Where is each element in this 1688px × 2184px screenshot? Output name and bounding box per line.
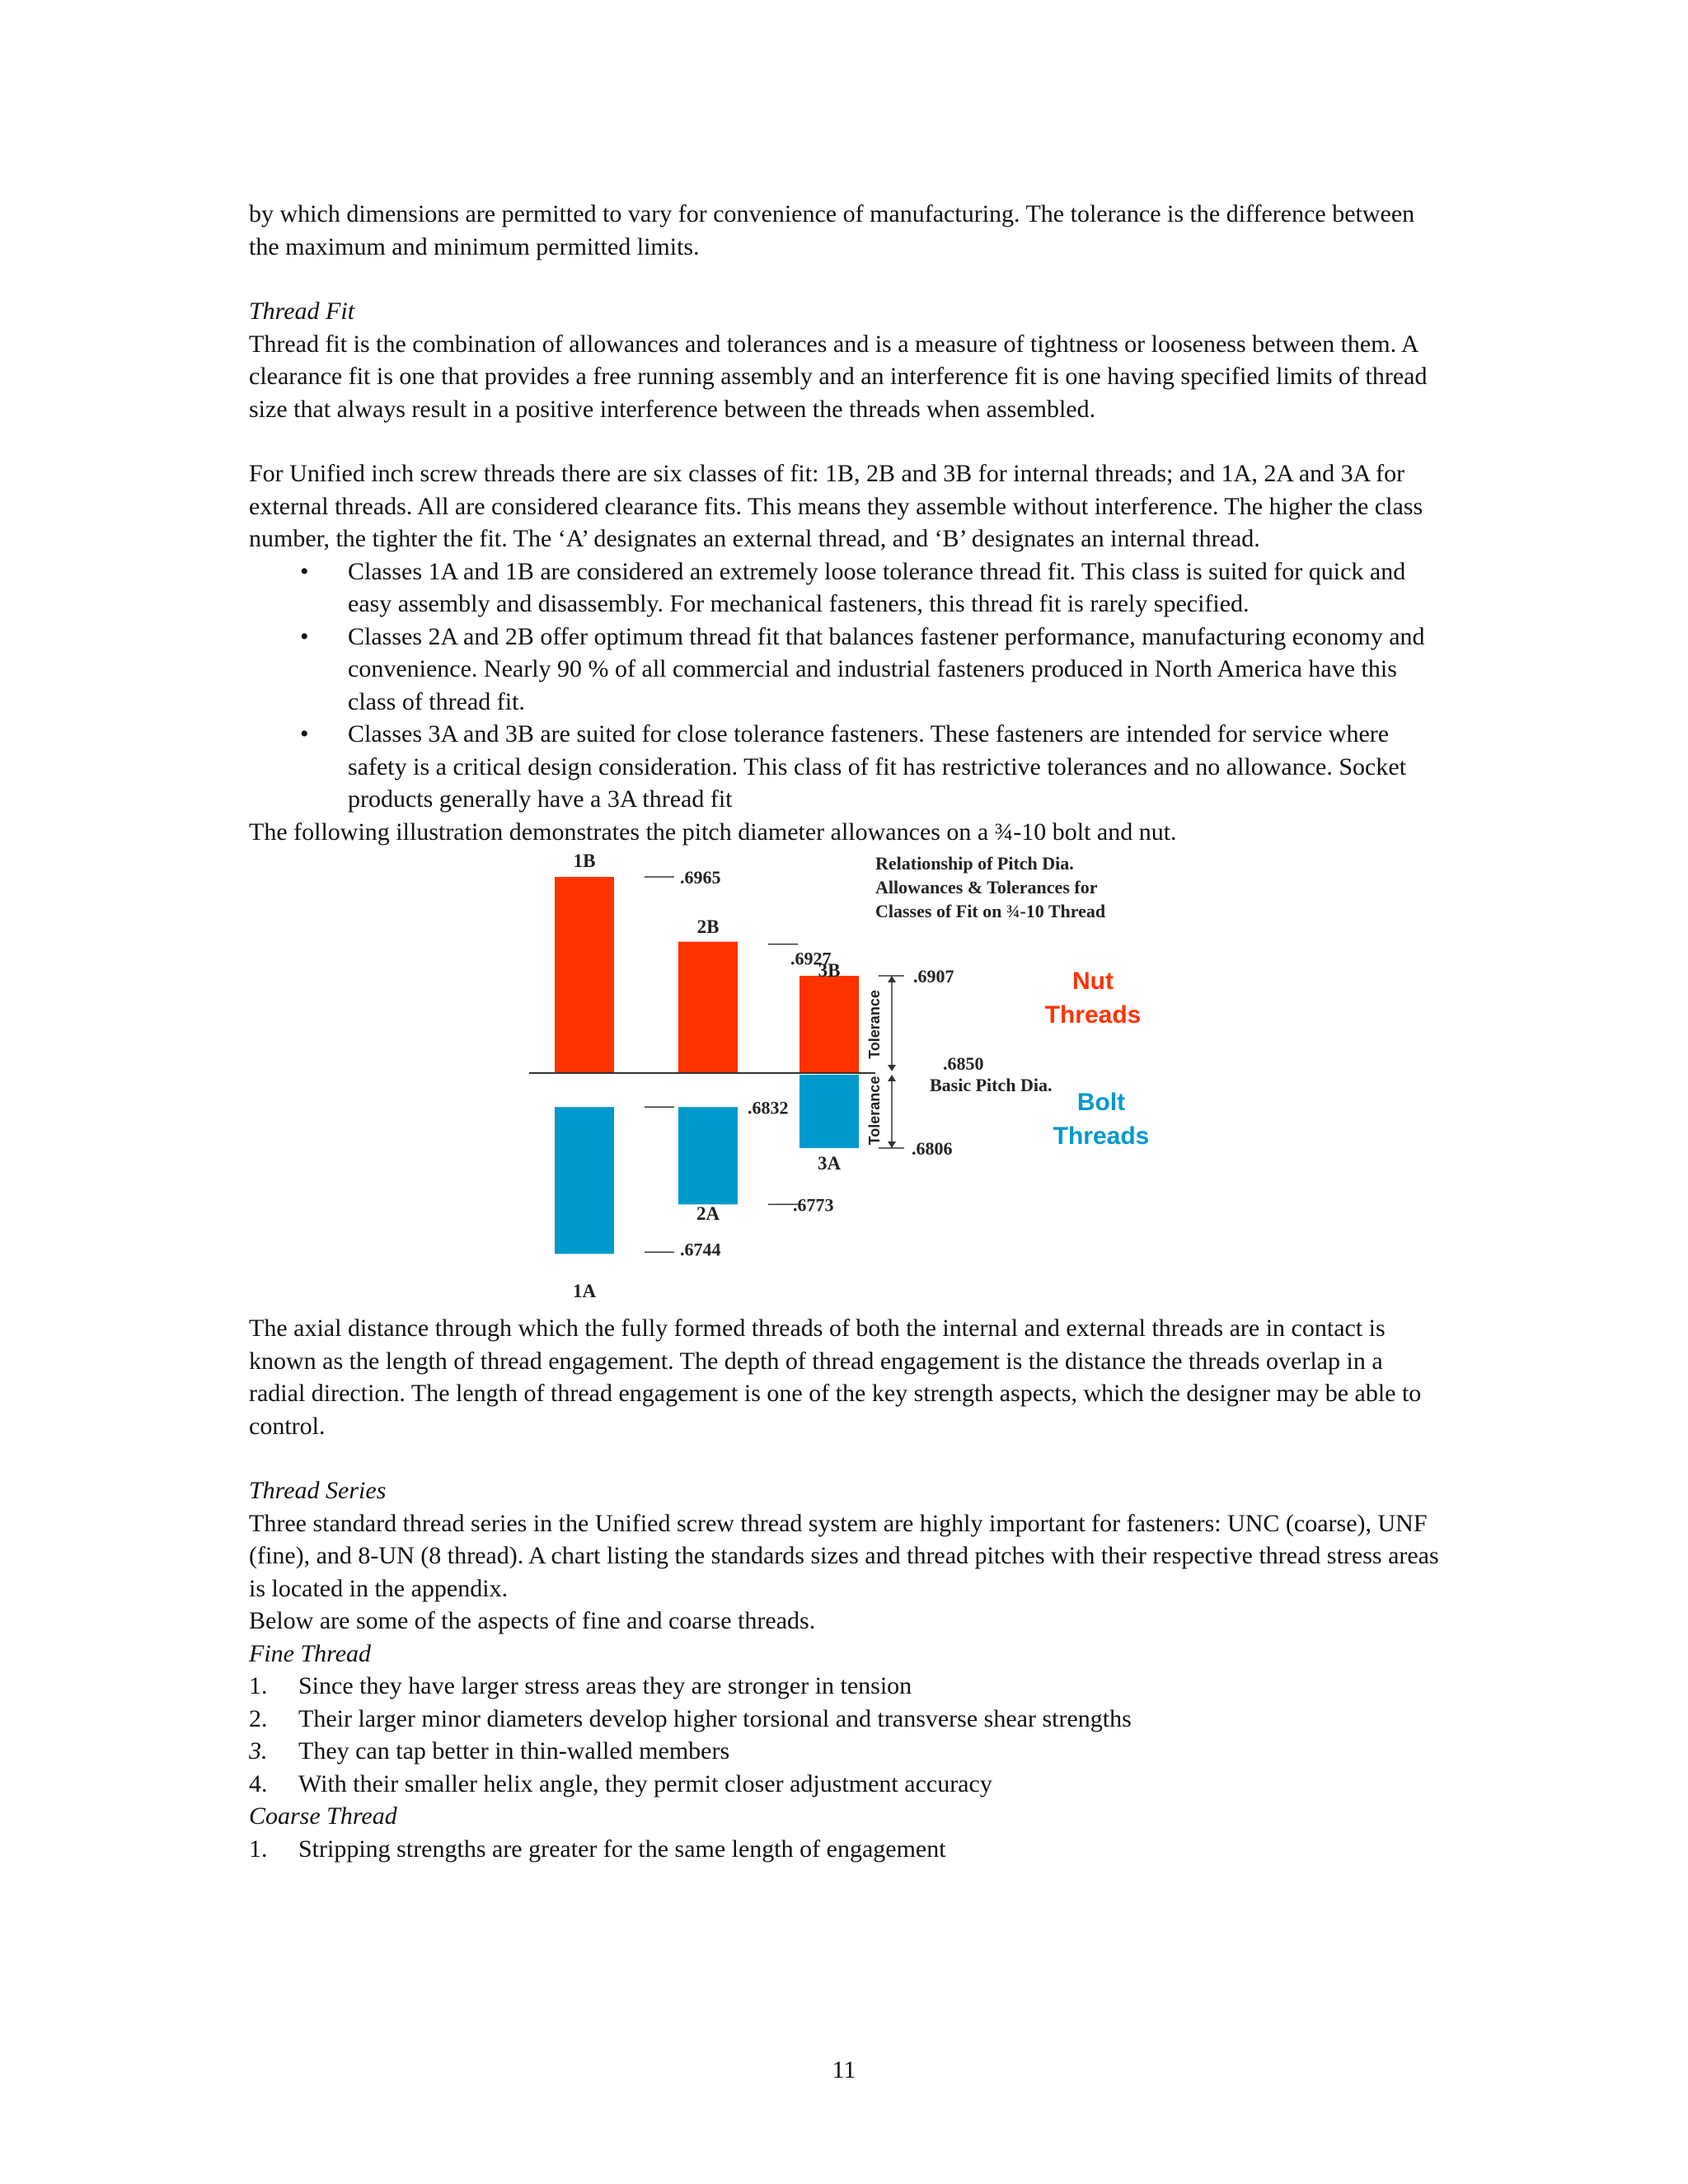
legend-bolt-line2: Threads (1053, 1122, 1150, 1150)
bullet-symbol: • (300, 557, 309, 585)
bullet-text: Classes 2A and 2B offer optimum thread fit that balances fastener performance, manufacturing economy and convenience. Nearly 90 % of all commercial and industrial fasteners produced in North America have this class of thread fit. (348, 622, 1425, 715)
classes-bullet-list (249, 555, 1444, 816)
class-label-1a: 1A (572, 1281, 597, 1301)
tolerance-label-3a: Tolerance (866, 1076, 883, 1146)
thread-series-heading: Thread Series (249, 1477, 387, 1504)
bullet-item (249, 621, 1444, 719)
aspects-line: Below are some of the aspects of fine and coarse threads. (249, 1607, 816, 1634)
chart-title-line: Relationship of Pitch Dia. (875, 853, 1074, 874)
tolerance-arrow-3b-top (888, 976, 896, 982)
chart-title-line: Allowances & Tolerances for (875, 877, 1098, 898)
chart-title-line: Classes of Fit on ¾-10 Thread (875, 901, 1106, 921)
value-label-6806: .6806 (912, 1138, 953, 1160)
value-label-6773: .6773 (793, 1194, 834, 1216)
tolerance-arrow-3b (888, 1065, 896, 1071)
bullet-symbol: • (300, 622, 309, 650)
legend-bolt-line1: Bolt (1076, 1089, 1126, 1116)
coarse-thread-list (249, 1833, 1444, 1866)
thread-series-paragraph: Three standard thread series in the Unified screw thread system are highly important for fasteners: UNC (coarse), UNF (fine), and 8-UN (8 thread). A chart listing the standards sizes and thread pitches with their respective thread stress areas is located in the appendix. (249, 1509, 1439, 1602)
nut-bar-2b (678, 942, 738, 1073)
value-label-6907: .6907 (913, 966, 954, 987)
value-label-6850: .6850 (943, 1053, 984, 1074)
intro-paragraph: by which dimensions are permitted to vary for convenience of manufacturing. The tolerance is the difference between the maximum and minimum permitted limits. (249, 200, 1415, 260)
list-number: 3. (249, 1737, 268, 1765)
basic-pitch-label: Basic Pitch Dia. (930, 1075, 1053, 1095)
value-label-6965: .6965 (680, 867, 721, 888)
engagement-paragraph: The axial distance through which the fully formed threads of both the internal and external threads are in contact is known as the length of thread engagement. The depth of thread engagement is the distance the threads overlap in a radial direction. The length of thread engagement is one of the key strength aspects, which the designer may be able to control. (249, 1315, 1422, 1440)
value-label-6927: .6927 (790, 948, 832, 969)
class-label-2b: 2B (696, 916, 720, 937)
list-number: 1. (249, 1672, 268, 1699)
tolerance-arrow-3a-top (888, 1075, 896, 1081)
list-text: Stripping strengths are greater for the same length of engagement (298, 1835, 946, 1863)
value-label-6832: .6832 (748, 1097, 789, 1118)
tolerance-label-3b: Tolerance (866, 990, 883, 1059)
list-item (249, 1833, 1444, 1866)
legend-nut-line2: Threads (1044, 1001, 1142, 1029)
pitch-diameter-figure (249, 848, 1444, 1312)
list-number: 1. (249, 1835, 268, 1863)
bullet-text: Classes 3A and 3B are suited for close tolerance fasteners. These fasteners are intended for service where safety is a critical design consideration. This class of fit has restrictive tolerances and no allowance. Socket products generally have a 3A thread fit (348, 720, 1407, 813)
legend-nut-line1: Nut (1072, 968, 1114, 995)
list-item (249, 1768, 1444, 1801)
illustration-intro: The following illustration demonstrates the pitch diameter allowances on a ¾-10 bolt and nut. (249, 818, 1177, 846)
list-text: Their larger minor diameters develop higher torsional and transverse shear strengths (298, 1704, 1132, 1732)
bullet-text: Classes 1A and 1B are considered an extremely loose tolerance thread fit. This class is suited for quick and easy assembly and disassembly. For mechanical fasteners, this thread fit is rarely specified. (348, 557, 1406, 617)
coarse-thread-heading: Coarse Thread (249, 1802, 397, 1830)
class-label-2a: 2A (696, 1203, 720, 1224)
list-number: 4. (249, 1769, 268, 1797)
page-number: 11 (832, 2056, 856, 2083)
bolt-bar-3a (799, 1075, 859, 1148)
thread-fit-heading: Thread Fit (249, 298, 355, 325)
bolt-bar-2a (678, 1107, 738, 1204)
page-content (249, 198, 1444, 1865)
fine-thread-heading: Fine Thread (249, 1639, 372, 1667)
tolerance-arrow-3a (888, 1141, 896, 1148)
list-item (249, 1735, 1444, 1768)
value-label-6744: .6744 (680, 1239, 721, 1260)
class-label-3b: 3B (818, 960, 841, 981)
pitch-diameter-chart (529, 848, 1436, 1312)
list-item (249, 1670, 1444, 1703)
list-text: With their smaller helix angle, they permit closer adjustment accuracy (298, 1769, 992, 1797)
bullet-item (249, 718, 1444, 816)
class-label-3a: 3A (817, 1153, 842, 1174)
nut-bar-3b (799, 976, 859, 1073)
bullet-symbol: • (300, 720, 309, 748)
fine-thread-list (249, 1670, 1444, 1800)
thread-fit-paragraph: Thread fit is the combination of allowances and tolerances and is a measure of tightness or looseness between them. A clearance fit is one that provides a free running assembly and an interference fit is one having specified limits of thread size that always result in a positive interference between the threads when assembled. (249, 330, 1428, 423)
list-number: 2. (249, 1704, 268, 1732)
classes-paragraph: For Unified inch screw threads there are six classes of fit: 1B, 2B and 3B for internal threads; and 1A, 2A and 3A for external threads. All are considered clearance fits. This means they assemble without interference. The higher the class number, the tighter the fit. The ‘A’ designates an external thread, and ‘B’ designates an internal thread. (249, 460, 1423, 552)
bolt-bar-1a (555, 1107, 614, 1254)
list-item (249, 1703, 1444, 1736)
class-label-1b: 1B (573, 851, 596, 871)
nut-bar-1b (555, 877, 614, 1073)
bullet-item (249, 555, 1444, 621)
list-text: Since they have larger stress areas they are stronger in tension (298, 1672, 912, 1699)
list-text: They can tap better in thin-walled members (298, 1737, 730, 1765)
